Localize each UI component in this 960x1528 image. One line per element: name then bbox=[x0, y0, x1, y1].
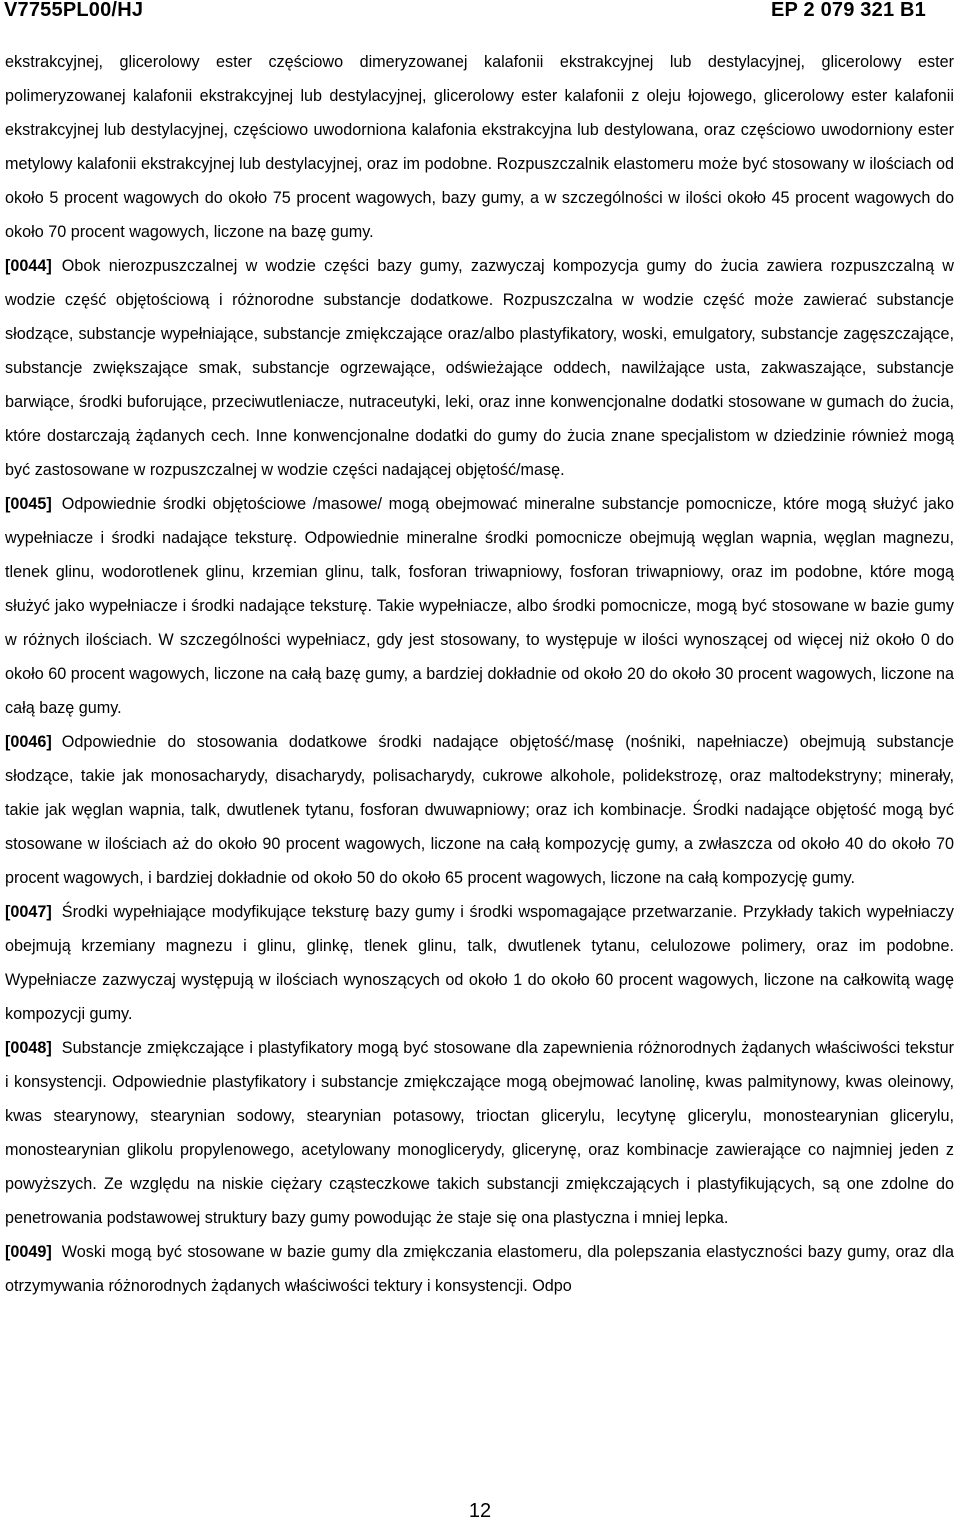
paragraph-text: Obok nierozpuszczalnej w wodzie części bazy gumy, zazwyczaj kompozycja gumy do żucia zawiera rozpuszczalną w wodzie część objętościową i różnorodne substancje dodatkowe. Rozpuszczalna w wodzie część może zawierać substancje słodzące, substancje wypełniające, substancje zmiękczające oraz/albo plastyfikatory, woski, emulgatory, substancje zagęszczające, substancje zwiększające smak, substancje ogrzewające, odświeżające oddech, nawilżające usta, zakwaszające, substancje barwiące, środki buforujące, przeciwutleniacze, nutraceutyki, leki, oraz inne konwencjonalne dodatki stosowane w gumach do żucia, które dostarczają żądanych cech. Inne konwencjonalne dodatki do gumy do żucia znane specjalistom w dziedzinie również mogą być zastosowane w rozpuszczalnej w wodzie części nadającej objętość/masę. bbox=[5, 257, 954, 479]
paragraph-number: [0044] bbox=[5, 257, 52, 275]
paragraph-text: Woski mogą być stosowane w bazie gumy dla zmiękczania elastomeru, dla polepszania elastyczności bazy gumy, oraz dla otrzymywania różnorodnych żądanych właściwości tektury i konsystencji. Odpo bbox=[5, 1243, 954, 1295]
document-body bbox=[5, 45, 954, 1303]
paragraph-number: [0048] bbox=[5, 1039, 52, 1057]
page-number: 12 bbox=[468, 1500, 492, 1522]
paragraph-0049 bbox=[5, 1235, 954, 1303]
patent-number: EP 2 079 321 B1 bbox=[771, 0, 926, 21]
paragraph-0046 bbox=[5, 725, 954, 895]
paragraph-number: [0049] bbox=[5, 1243, 52, 1261]
paragraph-number: [0045] bbox=[5, 495, 52, 513]
paragraph-0045 bbox=[5, 487, 954, 725]
paragraph-text: Środki wypełniające modyfikujące teksturę bazy gumy i środki wspomagające przetwarzanie. Przykłady takich wypełniaczy obejmują krzemiany magnezu i glinu, glinkę, tlenek glinu, talk, dwutlenek tytanu, celulozowe polimery, oraz im podobne. Wypełniacze zazwyczaj występują w ilościach wynoszących od około 1 do około 60 procent wagowych, liczone na całkowitą wagę kompozycji gumy. bbox=[5, 903, 954, 1023]
paragraph-continuation bbox=[5, 45, 954, 249]
document-reference: V7755PL00/HJ bbox=[4, 0, 144, 21]
paragraph-text: Odpowiednie do stosowania dodatkowe środki nadające objętość/masę (nośniki, napełniacze) obejmują substancje słodzące, takie jak monosacharydy, disacharydy, polisacharydy, cukrowe alkohole, polidekstrozę, oraz maltodekstryny; minerały, takie jak węglan wapnia, talk, dwutlenek tytanu, fosforan dwuwapniowy; oraz ich kombinacje. Środki nadające objętość mogą być stosowane w ilościach aż do około 90 procent wagowych, liczone na całą kompozycję gumy, a zwłaszcza od około 40 do około 70 procent wagowych, i bardziej dokładnie od około 50 do około 65 procent wagowych, liczone na całą kompozycję gumy. bbox=[5, 733, 954, 887]
paragraph-0047 bbox=[5, 895, 954, 1031]
page-header bbox=[0, 0, 960, 26]
paragraph-number: [0047] bbox=[5, 903, 52, 921]
paragraph-number: [0046] bbox=[5, 733, 52, 751]
paragraph-text: ekstrakcyjnej, glicerolowy ester częściowo dimeryzowanej kalafonii ekstrakcyjnej lub destylacyjnej, glicerolowy ester polimeryzowanej kalafonii ekstrakcyjnej lub destylacyjnej, glicerolowy ester kalafonii z oleju łojowego, glicerolowy ester kalafonii ekstrakcyjnej lub destylacyjnej, częściowo uwodorniona kalafonia ekstrakcyjna lub destylowana, oraz częściowo uwodorniony ester metylowy kalafonii ekstrakcyjnej lub destylacyjnej, oraz im podobne. Rozpuszczalnik elastomeru może być stosowany w ilościach od około 5 procent wagowych do około 75 procent wagowych, bazy gumy, a w szczególności w ilości około 45 procent wagowych do około 70 procent wagowych, liczone na bazę gumy. bbox=[5, 53, 954, 241]
paragraph-0048 bbox=[5, 1031, 954, 1235]
paragraph-text: Odpowiednie środki objętościowe /masowe/ mogą obejmować mineralne substancje pomocnicze, które mogą służyć jako wypełniacze i środki nadające teksturę. Odpowiednie mineralne środki pomocnicze obejmują węglan wapnia, węglan magnezu, tlenek glinu, wodorotlenek glinu, krzemian glinu, talk, fosforan triwapniowy, fosforan triwapniowy, oraz im podobne, które mogą służyć jako wypełniacze i środki nadające teksturę. Takie wypełniacze, albo środki pomocnicze, mogą być stosowane w bazie gumy w różnych ilościach. W szczególności wypełniacz, gdy jest stosowany, to występuje w ilości wynoszącej od więcej niż około 0 do około 60 procent wagowych, liczone na całą bazę gumy, a bardziej dokładnie od około 20 do około 30 procent wagowych, liczone na całą bazę gumy. bbox=[5, 495, 954, 717]
paragraph-0044 bbox=[5, 249, 954, 487]
paragraph-text: Substancje zmiękczające i plastyfikatory mogą być stosowane dla zapewnienia różnorodnych żądanych właściwości tekstur i konsystencji. Odpowiednie plastyfikatory i substancje zmiękczające mogą obejmować lanolinę, kwas palmitynowy, kwas oleinowy, kwas stearynowy, stearynian sodowy, stearynian potasowy, trioctan glicerylu, lecytynę glicerylu, monostearynian glicerylu, monostearynian glikolu propylenowego, acetylowany monoglicerydy, glicerynę, oraz kombinacje zawierające co najmniej jeden z powyższych. Ze względu na niskie ciężary cząsteczkowe takich substancji zmiękczających i plastyfikujących, są one zdolne do penetrowania podstawowej struktury bazy gumy powodując że staje się ona plastyczna i mniej lepka. bbox=[5, 1039, 954, 1227]
